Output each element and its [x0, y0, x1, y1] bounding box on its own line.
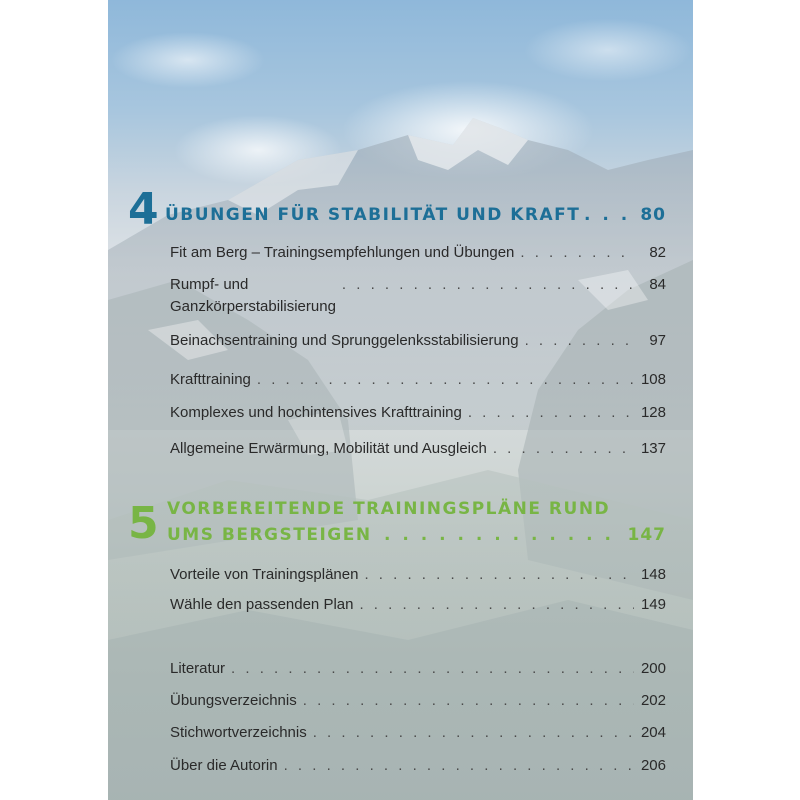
toc-entry-page: 137: [640, 440, 666, 457]
toc-entry-page: 97: [649, 332, 666, 349]
leader-dots: [525, 332, 634, 349]
leader-dots: [284, 757, 634, 774]
toc-entry[interactable]: [170, 371, 666, 388]
toc-entry-label: Allgemeine Erwärmung, Mobilität und Ausgleich: [170, 440, 487, 457]
toc-entry[interactable]: [170, 440, 666, 457]
toc-entry-page: 82: [649, 244, 666, 261]
leader-dots: [342, 276, 634, 293]
toc-entry[interactable]: [170, 596, 666, 613]
chapter-5-leader-dots: . . . . . . . . . . . . .: [384, 525, 614, 545]
toc-entry-label: Stichwortverzeichnis: [170, 724, 307, 741]
leader-dots: [364, 566, 634, 583]
toc-entry[interactable]: [170, 244, 666, 261]
toc-entry-label: Übungsverzeichnis: [170, 692, 297, 709]
toc-entry-label: Krafttraining: [170, 371, 251, 388]
toc-entry-label: Komplexes und hochintensives Krafttraining: [170, 404, 462, 421]
toc-entry-page: 108: [640, 371, 666, 388]
toc-entry-label: Vorteile von Trainingsplänen: [170, 566, 359, 583]
toc-entry-label-line1: Rumpf- und: [170, 276, 249, 293]
toc-entry-label: Wähle den passenden Plan: [170, 596, 354, 613]
toc-entry-page: 204: [640, 724, 666, 741]
toc-entry-label-line2: Ganzkörperstabilisierung: [170, 298, 336, 315]
chapter-4-number: 4: [128, 184, 158, 235]
toc-entry[interactable]: [170, 724, 666, 741]
toc-entry[interactable]: [170, 566, 666, 583]
toc-entry-page: 128: [640, 404, 666, 421]
toc-entry[interactable]: [170, 692, 666, 709]
leader-dots: [520, 244, 634, 261]
chapter-5-title-line1: VORBEREITENDE TRAININGSPLÄNE RUND: [167, 499, 611, 519]
toc-entry-label: Fit am Berg – Trainingsempfehlungen und Übungen: [170, 244, 515, 261]
chapter-4-leader-dots: . . .: [584, 205, 631, 225]
chapter-5-title-line2: UMS BERGSTEIGEN: [167, 525, 372, 545]
leader-dots: [231, 660, 634, 677]
leader-dots: [257, 371, 634, 388]
toc-entry[interactable]: [170, 332, 666, 349]
chapter-5-number: 5: [128, 498, 158, 549]
toc-entry-page: 84: [649, 276, 666, 293]
toc-entry[interactable]: [170, 757, 666, 774]
toc-entry-page: 149: [640, 596, 666, 613]
leader-dots: [468, 404, 634, 421]
toc-entry-label: Literatur: [170, 660, 226, 677]
leader-dots: [493, 440, 634, 457]
toc-entry-page: 206: [640, 757, 666, 774]
toc-entry-label: Beinachsentraining und Sprunggelenksstabilisierung: [170, 332, 519, 349]
leader-dots: [359, 596, 634, 613]
toc-entry[interactable]: [170, 274, 666, 318]
toc-entry-page: 148: [640, 566, 666, 583]
toc-entry-page: 202: [640, 692, 666, 709]
chapter-5-page: 147: [627, 525, 666, 545]
toc-entry-label: [170, 274, 336, 318]
chapter-4-page: 80: [640, 205, 666, 225]
book-page: [108, 0, 693, 800]
toc-entry[interactable]: [170, 404, 666, 421]
toc-entry[interactable]: [170, 660, 666, 677]
table-of-contents: [108, 0, 693, 800]
toc-entry-label: Über die Autorin: [170, 757, 278, 774]
leader-dots: [303, 692, 634, 709]
toc-entry-page: 200: [640, 660, 666, 677]
leader-dots: [313, 724, 634, 741]
chapter-4-title: ÜBUNGEN FÜR STABILITÄT UND KRAFT: [165, 205, 581, 225]
